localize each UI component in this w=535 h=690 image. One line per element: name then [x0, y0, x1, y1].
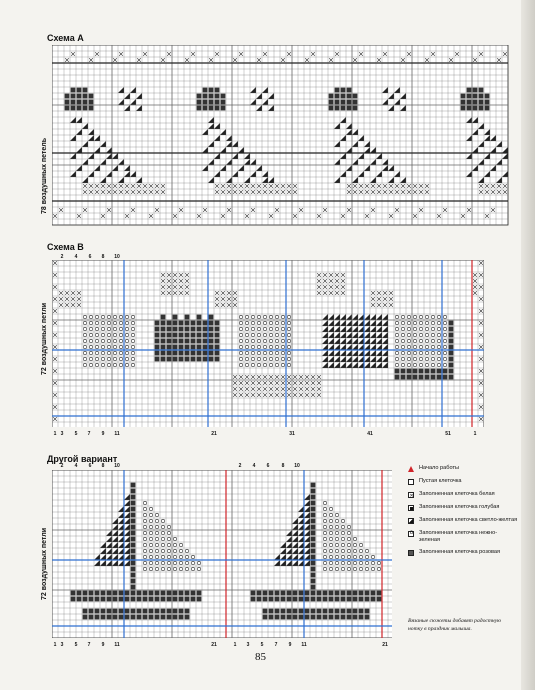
- scheme-b-title: Схема B: [47, 242, 84, 252]
- legend-item: Начало работы: [408, 465, 518, 472]
- column-number: 11: [301, 642, 307, 648]
- column-number: 51: [445, 431, 451, 437]
- column-number: 21: [211, 642, 217, 648]
- column-number: 8: [101, 463, 105, 469]
- column-number: 5: [74, 642, 78, 648]
- column-number: 8: [281, 463, 285, 469]
- column-number: 4: [74, 254, 78, 260]
- column-number: 9: [101, 642, 105, 648]
- column-number: 41: [367, 431, 373, 437]
- filled-cell-icon: [408, 550, 414, 556]
- scheme-a-title: Схема A: [47, 33, 84, 43]
- column-number: 2: [60, 463, 64, 469]
- legend: [408, 465, 518, 562]
- column-number: 6: [88, 463, 92, 469]
- column-number: 1: [233, 642, 237, 648]
- legend-item: Заполненная клеточка светло-желтая: [408, 517, 518, 524]
- column-number: 7: [274, 642, 278, 648]
- column-number: 1: [53, 642, 57, 648]
- page-edge: [521, 0, 535, 690]
- column-number: 7: [87, 431, 91, 437]
- column-number: 2: [60, 254, 64, 260]
- column-number: 3: [246, 642, 250, 648]
- column-number: 9: [101, 431, 105, 437]
- column-number: 6: [266, 463, 270, 469]
- legend-item: Заполненная клеточка голубая: [408, 504, 518, 511]
- scheme-b-side-label: 72 воздушных петли: [41, 302, 48, 375]
- legend-item: Заполненная клеточка розовая: [408, 549, 518, 556]
- column-number: 7: [87, 642, 91, 648]
- caption-note: Вязаные сюжеты добавят радостную нотку в праздник малыша.: [408, 618, 502, 632]
- column-number: 10: [114, 463, 120, 469]
- column-number: 4: [74, 463, 78, 469]
- legend-item: o Заполненная клеточка нежно-зеленая: [408, 530, 518, 543]
- column-number: 6: [88, 254, 92, 260]
- column-number: 5: [260, 642, 264, 648]
- scheme-c-chart: [52, 470, 392, 638]
- scheme-a-side-label: 78 воздушных петель: [41, 137, 48, 214]
- scheme-b-chart: [52, 260, 484, 427]
- cross-cell-icon: [408, 492, 414, 498]
- column-number: 1: [53, 431, 57, 437]
- column-number: 2: [238, 463, 242, 469]
- column-number: 10: [294, 463, 300, 469]
- scheme-c-title: Другой вариант: [47, 454, 118, 464]
- column-number: 3: [60, 642, 64, 648]
- scheme-a-chart: [52, 45, 510, 228]
- column-number: 31: [289, 431, 295, 437]
- column-number: 11: [114, 642, 120, 648]
- column-number: 4: [252, 463, 256, 469]
- start-marker-icon: [408, 466, 414, 472]
- diagonal-cell-icon: [408, 518, 414, 524]
- column-number: 21: [211, 431, 217, 437]
- circle-cell-icon: [408, 531, 414, 537]
- column-number: 5: [74, 431, 78, 437]
- column-number: 11: [114, 431, 120, 437]
- legend-item: ✕ Заполненная клеточка белая: [408, 491, 518, 498]
- column-number: 10: [114, 254, 120, 260]
- column-number: 3: [60, 431, 64, 437]
- dot-cell-icon: [408, 505, 414, 511]
- column-number: 9: [288, 642, 292, 648]
- empty-cell-icon: [408, 479, 414, 485]
- column-number: 21: [382, 642, 388, 648]
- page-number: 85: [255, 651, 266, 663]
- legend-item: Пустая клеточка: [408, 478, 518, 485]
- column-number: 1: [473, 431, 477, 437]
- scheme-c-side-label: 72 воздушных петли: [41, 527, 48, 600]
- column-number: 8: [101, 254, 105, 260]
